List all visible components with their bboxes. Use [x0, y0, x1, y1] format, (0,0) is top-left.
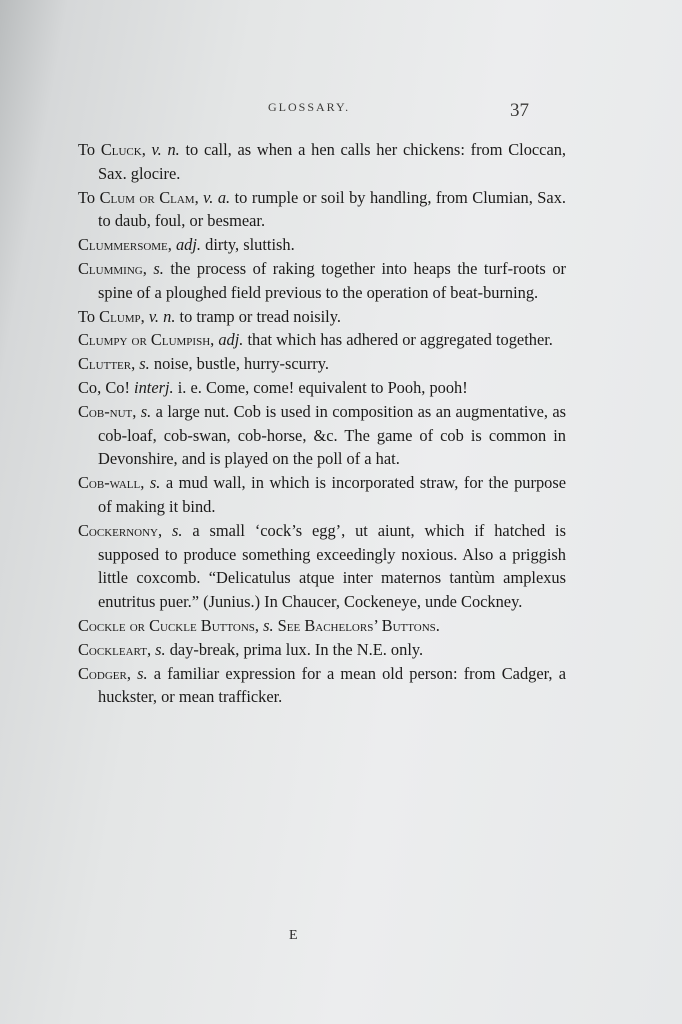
glossary-entry: Cockleart, s. day-break, prima lux. In the N.E. only.	[78, 639, 424, 659]
definition: to tramp or tread noisily.	[175, 306, 341, 326]
glossary-entry: Codger, s. a familiar expression for a mean old person: from Cadger, a huckster, or mean trafficker.	[78, 663, 566, 707]
glossary-entry: To Cluck, v. n. to call, as when a hen calls her chickens: from Cloccan, Sax. glocire.	[78, 140, 567, 183]
part-of-speech: s.	[139, 354, 150, 374]
headword: Clump	[99, 306, 141, 326]
part-of-speech: v. n.	[151, 140, 180, 159]
glossary-entry: Cockernony, s. a small ‘cock’s egg’, ut aiunt, which if hatched is supposed to produce something exceedingly noxious. Also a priggish little coxcomb. “Delicatulus atque inter maternos tantùm amplexus enutritus puer.” (Junius.) In Chaucer, Cockeneye, unde Cockney.	[78, 520, 566, 612]
definition: to rumple or soil by handling, from Clumian, Sax. to daub, foul, or besmear.	[98, 187, 566, 231]
part-of-speech: s.	[140, 401, 152, 421]
part-of-speech: s.	[155, 639, 166, 659]
definition: the process of raking together into heaps the turf-roots or spine of a ploughed field previous to the operation of beat-burning.	[98, 258, 566, 302]
definition: day-break, prima lux. In the N.E. only.	[165, 639, 424, 659]
headword: Cob-wall	[78, 473, 141, 493]
part-of-speech: adj.	[175, 235, 202, 255]
part-of-speech: s.	[137, 663, 148, 683]
definition: See Bachelors’ Buttons.	[273, 615, 440, 635]
headword: Cockle or Cuckle Buttons	[78, 615, 255, 635]
glossary-entry	[78, 376, 566, 400]
headword: Clumpy or Clumpish	[78, 330, 211, 350]
definition: that which has adhered or aggregated together.	[243, 330, 553, 350]
definition: a familiar expression for a mean old person: from Cadger, a huckster, or mean trafficker.	[98, 663, 566, 707]
part-of-speech: s.	[171, 520, 183, 540]
headword: Cockernony	[78, 520, 158, 540]
glossary-entry: Clutter, s. noise, bustle, hurry-scurry.	[78, 354, 329, 374]
headword: Cluck	[100, 140, 142, 159]
definition: a large nut. Cob is used in composition as an augmentative, as cob-loaf, cob-swan, cob-horse, &c. The game of cob is common in Devonshire, and is played on the poll of a hat.	[98, 401, 566, 469]
glossary-entry: Cockle or Cuckle Buttons, s. See Bachelors’ Buttons.	[78, 615, 440, 635]
glossary-entries	[78, 138, 566, 709]
headword: Clum or Clam	[99, 187, 195, 207]
definition: i. e. Come, come! equivalent to Pooh, pooh!	[173, 377, 468, 397]
definition: noise, bustle, hurry-scurry.	[149, 354, 329, 374]
headword: Clutter	[78, 354, 132, 374]
headword: Co, Co!	[78, 377, 130, 397]
part-of-speech: s.	[263, 615, 274, 635]
glossary-entry: Cob-nut, s. a large nut. Cob is used in composition as an augmentative, as cob-loaf, cob-swan, cob-horse, &c. The game of cob is common in Devonshire, and is played on the poll of a hat.	[78, 401, 566, 469]
glossary-entry: Clummersome, adj. dirty, sluttish.	[78, 235, 295, 255]
headword: Cob-nut	[78, 401, 133, 421]
glossary-entry: Clumpy or Clumpish, adj. that which has adhered or aggregated together.	[78, 330, 553, 350]
headword: Codger	[78, 663, 127, 683]
headword: Clumming	[78, 258, 143, 278]
glossary-entry: To Clump, v. n. to tramp or tread noisily.	[78, 306, 341, 326]
definition: dirty, sluttish.	[201, 235, 295, 255]
part-of-speech: v. n.	[148, 306, 176, 326]
definition: a mud wall, in which is incorporated straw, for the purpose of making it bind.	[98, 473, 566, 516]
headword: Cockleart	[78, 639, 147, 659]
part-of-speech: adj.	[218, 330, 244, 350]
definition: to call, as when a hen calls her chickens: from Cloccan, Sax. glocire.	[98, 140, 567, 183]
part-of-speech: s.	[153, 258, 164, 278]
glossary-entry: To Clum or Clam, v. a. to rumple or soil by handling, from Clumian, Sax. to daub, foul, or besmear.	[78, 187, 566, 231]
definition: a small ‘cock’s egg’, ut aiunt, which if hatched is supposed to produce something exceedingly noxious. Also a priggish little coxcomb. “Delicatulus atque inter maternos tantùm amplexus enutritus puer.” (Junius.) In Chaucer, Cockeneye, unde Cockney.	[98, 520, 566, 612]
part-of-speech: v. a.	[203, 187, 231, 207]
headword: Clummersome	[78, 235, 168, 255]
signature-mark: E	[289, 928, 299, 943]
glossary-entry: Clumming, s. the process of raking together into heaps the turf-roots or spine of a ploughed field previous to the operation of beat-burning.	[78, 258, 566, 302]
glossary-entry: Cob-wall, s. a mud wall, in which is incorporated straw, for the purpose of making it bind.	[78, 473, 566, 516]
part-of-speech: s.	[149, 473, 161, 493]
page-number: 37	[510, 100, 529, 121]
part-of-speech: interj.	[134, 377, 174, 397]
running-head: GLOSSARY.	[268, 100, 351, 114]
